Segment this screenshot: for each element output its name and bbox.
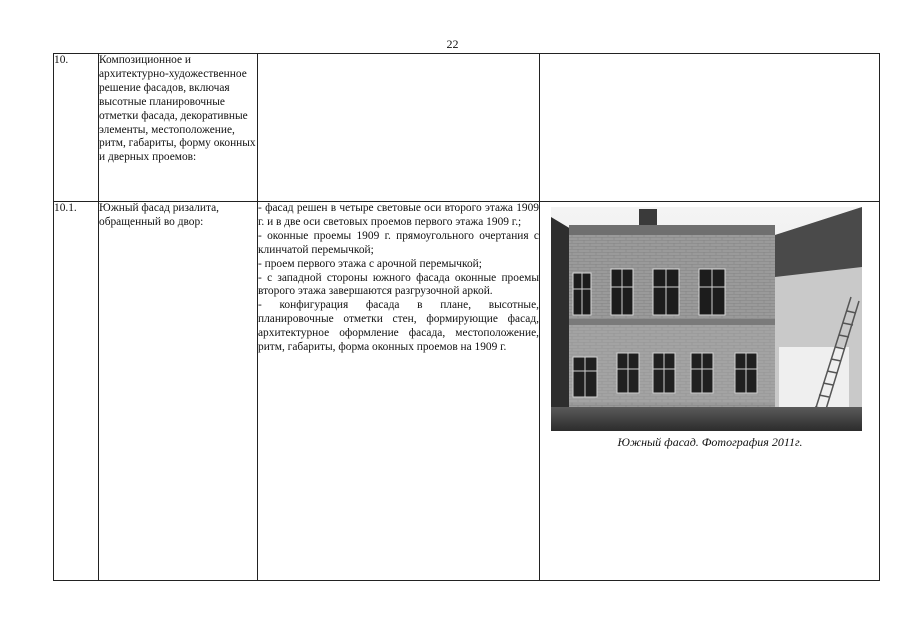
row-number: 10. (54, 54, 99, 202)
description-item: - с западной стороны южного фасада оконные проемы второго этажа завершаются разгрузочной аркой. (258, 271, 539, 298)
row-description-cell (258, 54, 540, 202)
row-label: Южный фасад ризалита, обращенный во двор: (99, 202, 258, 581)
facade-photo-drawing (551, 207, 862, 431)
table-row (54, 202, 880, 581)
description-item: - фасад решен в четыре световые оси второго этажа 1909 г. и в две оси световых проемов первого этажа 1909 г.; (258, 202, 539, 228)
description-item: - конфигурация фасада в плане, высотные, планировочные отметки стен, формирующие фасад, архитектурное оформление фасада, местоположение, ритм, габариты, форма оконных проемов на 1909 г. (258, 299, 539, 354)
row-label: Композиционное и архитектурно-художественное решение фасадов, включая высотные планировочные отметки фасада, декоративные элементы, местоположение, ритм, габариты, форму оконных и дверных проемов: (99, 54, 258, 202)
row-number: 10.1. (54, 202, 99, 581)
protection-subject-table (53, 53, 880, 581)
row-description-cell (258, 202, 540, 581)
table-row (54, 54, 880, 202)
description-item: - проем первого этажа с арочной перемычкой; (258, 257, 482, 270)
facade-photo (551, 207, 862, 431)
photo-caption: Южный фасад. Фотография 2011г. (617, 435, 803, 449)
row-photo-cell (540, 202, 880, 581)
description-item: - оконные проемы 1909 г. прямоугольного очертания с клинчатой перемычкой; (258, 229, 539, 256)
page-number: 22 (446, 37, 459, 51)
row-photo-cell (540, 54, 880, 202)
